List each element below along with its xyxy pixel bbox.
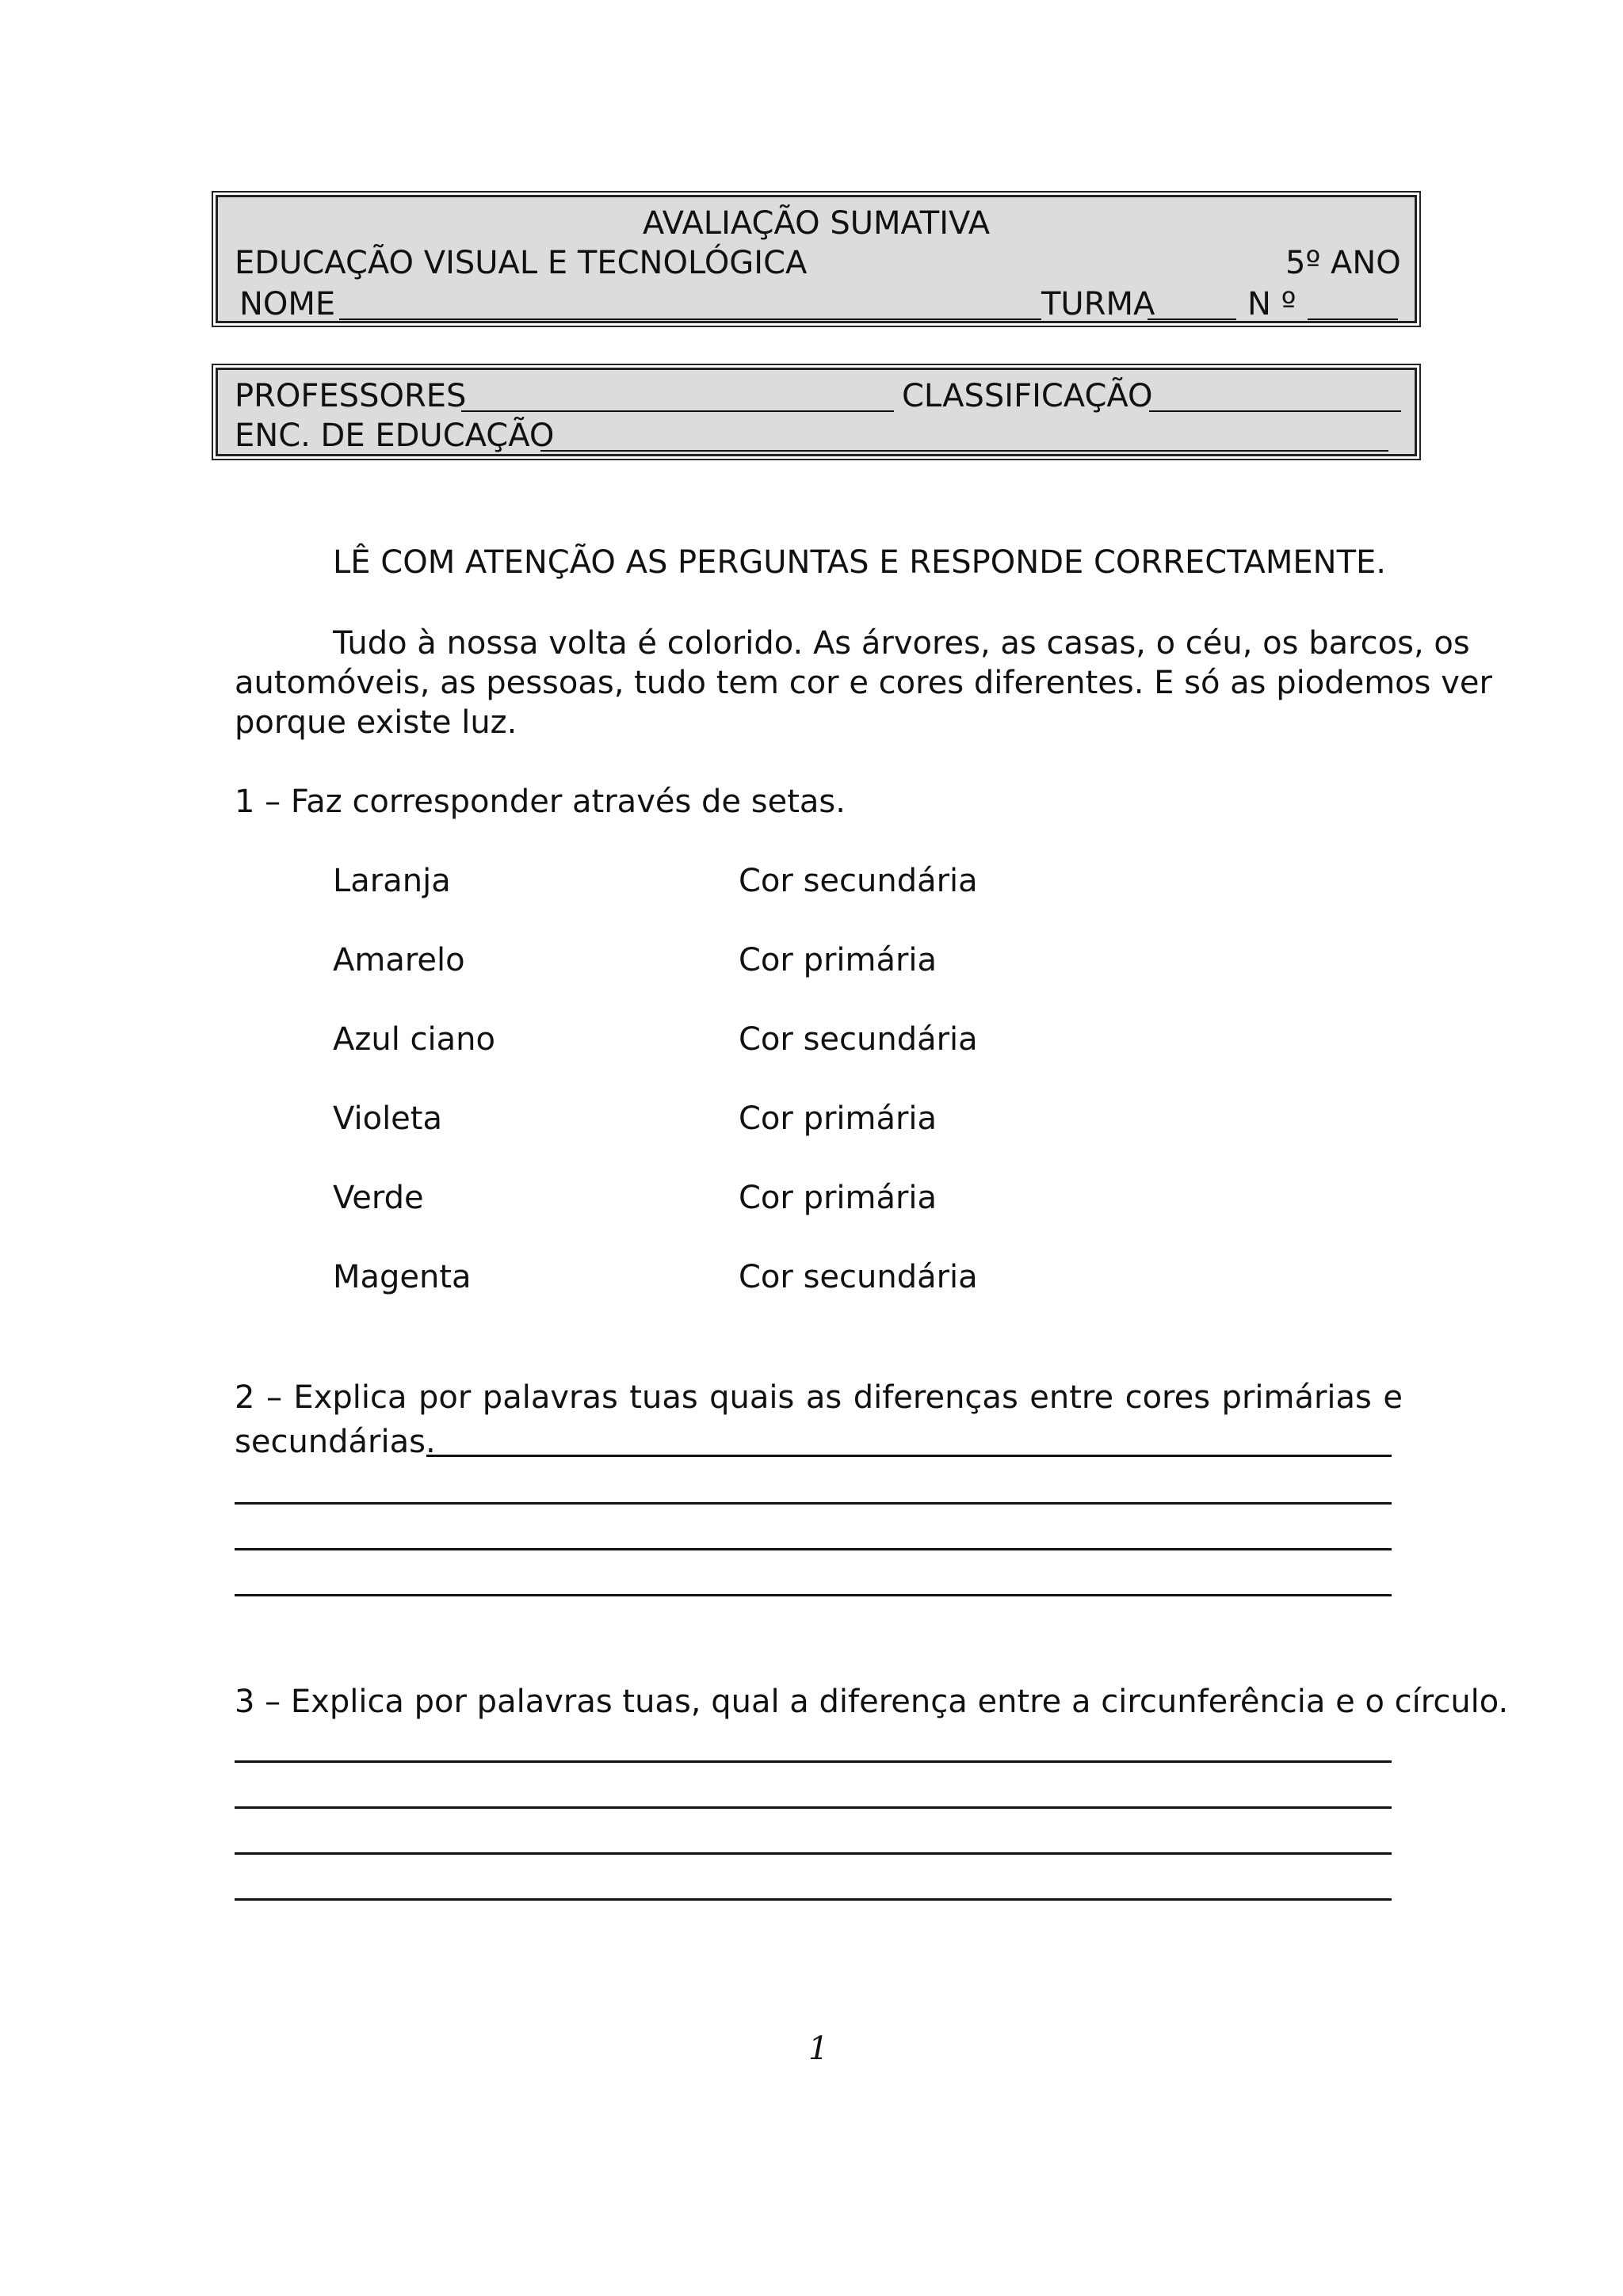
intro-line-2: automóveis, as pessoas, tudo tem cor e cores diferentes. E só as piodemos ver — [235, 665, 1492, 701]
page-number: 1 — [808, 2031, 829, 2067]
question-2-line-2: secundárias. — [235, 1424, 436, 1460]
match-right-item: Cor primária — [739, 942, 938, 978]
question-3-prompt: 3 – Explica por palavras tuas, qual a diferença entre a circunferência e o círculo. — [235, 1684, 1509, 1720]
answer-line[interactable] — [235, 1852, 1392, 1855]
class-field[interactable] — [1148, 318, 1236, 320]
classification-field[interactable] — [1149, 410, 1401, 412]
match-left-item: Verde — [333, 1180, 424, 1216]
answer-line[interactable] — [235, 1760, 1392, 1763]
intro-line-1: Tudo à nossa volta é colorido. As árvores, as casas, o céu, os barcos, os — [333, 625, 1470, 662]
match-left-item: Laranja — [333, 863, 451, 899]
match-left-item: Magenta — [333, 1259, 472, 1295]
name-label: NOME — [239, 286, 336, 322]
number-label: N º — [1247, 286, 1296, 322]
intro-line-3: porque existe luz. — [235, 704, 517, 741]
classification-label: CLASSIFICAÇÃO — [902, 378, 1153, 414]
class-label: TURMA — [1041, 286, 1155, 322]
match-right-item: Cor secundária — [739, 1259, 978, 1295]
question-1-prompt: 1 – Faz corresponder através de setas. — [235, 784, 846, 820]
answer-line[interactable] — [235, 1548, 1392, 1550]
question-2-line-1: 2 – Explica por palavras tuas quais as diferenças entre cores primárias e — [235, 1379, 1403, 1416]
page-title: AVALIAÇÃO SUMATIVA — [642, 205, 991, 242]
teachers-field[interactable] — [461, 410, 894, 412]
answer-line[interactable] — [426, 1455, 1392, 1457]
answer-line[interactable] — [235, 1502, 1392, 1505]
subject-label: EDUCAÇÃO VISUAL E TECNOLÓGICA — [235, 245, 808, 281]
name-field[interactable] — [339, 318, 1041, 320]
match-left-item: Violeta — [333, 1100, 442, 1137]
match-left-item: Amarelo — [333, 942, 465, 978]
match-left-item: Azul ciano — [333, 1021, 495, 1058]
instruction: LÊ COM ATENÇÃO AS PERGUNTAS E RESPONDE CORRECTAMENTE. — [333, 544, 1387, 581]
guardian-label: ENC. DE EDUCAÇÃO — [235, 418, 555, 454]
match-right-item: Cor secundária — [739, 863, 978, 899]
answer-line[interactable] — [235, 1898, 1392, 1901]
answer-line[interactable] — [235, 1594, 1392, 1596]
guardian-field[interactable] — [540, 450, 1388, 452]
match-right-item: Cor primária — [739, 1180, 938, 1216]
grade-label: 5º ANO — [1285, 245, 1401, 281]
match-right-item: Cor secundária — [739, 1021, 978, 1058]
teachers-label: PROFESSORES — [235, 378, 467, 414]
answer-line[interactable] — [235, 1806, 1392, 1809]
number-field[interactable] — [1308, 318, 1398, 320]
match-right-item: Cor primária — [739, 1100, 938, 1137]
